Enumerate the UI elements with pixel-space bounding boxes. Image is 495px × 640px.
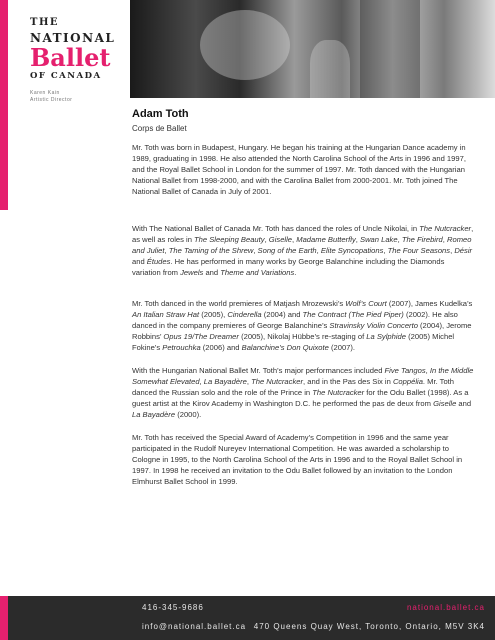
work-title: Five Tangos (384, 366, 426, 375)
work-title: La Sylphide (366, 332, 406, 341)
director-title: Artistic Director (30, 97, 73, 103)
work-title: Giselle (268, 235, 293, 244)
work-title: Stravinsky Violin Concerto (329, 321, 418, 330)
logo-line-the: THE (30, 17, 60, 28)
footer-address: 470 Queens Quay West, Toronto, Ontario, M5V 3K4 (253, 622, 485, 631)
work-title: The Nutcracker (251, 377, 304, 386)
logo-line-of-canada: OF CANADA (30, 71, 102, 82)
work-title: Études (146, 257, 171, 266)
work-title: Madame Butterfly (296, 235, 356, 244)
bio-paragraph: Mr. Toth has received the Special Award of Academy’s Competition in 1996 and the same year participated in the Rudolf Nureyev International Competition. He was awarded a scholarship to Cologne in 1995, to the North Carolina School of the Arts in 1996 and to the Royal Ballet School in 1997. In 1998 he received an invitation to the Odu Ballet followed by an invitation to the London Elmhurst Ballet School in 1999. (132, 433, 463, 486)
work-title: Jewels (180, 268, 204, 277)
logo-line-ballet: Ballet (30, 43, 111, 72)
work-title: The Nutcracker (312, 388, 365, 397)
work-title: Petrouchka (162, 343, 201, 352)
work-title: Song of the Earth (257, 246, 317, 255)
artistic-director-block (30, 90, 72, 104)
work-title: Balanchine’s Don Quixote (241, 343, 329, 352)
header-dance-photo (130, 0, 495, 98)
dancer-rank: Corps de Ballet (132, 124, 187, 133)
logo-line-national: NATIONAL (30, 31, 116, 45)
footer-accent (0, 596, 8, 640)
work-title: Swan Lake (360, 235, 398, 244)
work-title: The Nutcracker (419, 224, 472, 233)
work-title: La Bayadère (203, 377, 247, 386)
work-title: Giselle (433, 399, 457, 408)
work-title: The Sleeping Beauty (194, 235, 265, 244)
work-title: Wolf’s Court (345, 299, 387, 308)
work-title: Coppélia (392, 377, 423, 386)
photo-shadow (360, 0, 420, 98)
work-title: Elite Syncopations (320, 246, 384, 255)
work-title: Désir (454, 246, 473, 255)
work-title: The Contract (The Pied Piper) (302, 310, 404, 319)
bio-paragraph: Mr. Toth was born in Budapest, Hungary. He began his training at the Hungarian Dance academy in 1989, graduating in 1998. He also attended the North Carolina School of the Arts in 1996 and 1997, and the Royal Ballet School in London for the summer of 1997. Mr. Toth danced with the Hungarian National Ballet from 1998-2000, and with the Carolina Ballet from 2000-2001. Mr. Toth joined The National Ballet of Canada in July of 2001. (132, 143, 466, 196)
bio-paragraph: With the Hungarian National Ballet Mr. Toth’s major performances included Five Tangos, In the Middle Somewhat Elevated, La Bayadère, The Nutcracker, and in the Pas des Six in Coppélia. Mr. Toth danced the Russian solo and the role of the Prince in The Nutcracker for the Odu Ballet (1998). As a guest artist at the Kirov Academy in Washington D.C. he performed the pas de deux from Giselle and La Bayadère (2000). (132, 366, 474, 419)
work-title: La Bayadère (132, 410, 176, 419)
bio-paragraph: With The National Ballet of Canada Mr. Toth has danced the roles of Uncle Nikolai, in The Nutcracker, as well as roles in The Sleeping Beauty, Giselle, Madame Butterfly, Swan Lake, The Firebird, Romeo and Juliet, The Taming of the Shrew, Song of the Earth, Elite Syncopations, The Four Seasons, Désir and Études. He has performed in many works by George Balanchine including the Diamonds variation from Jewels and Theme and Variations. (132, 224, 474, 277)
work-title: Cinderella (227, 310, 262, 319)
dancer-name: Adam Toth (132, 108, 189, 120)
accent-bar (0, 0, 8, 210)
work-title: Theme and Variations (220, 268, 295, 277)
director-name: Karen Kain (30, 90, 60, 96)
footer-website[interactable]: national.ballet.ca (406, 603, 485, 612)
work-title: The Taming of the Shrew (168, 246, 254, 255)
work-title: In the Middle Somewhat Elevated (132, 366, 474, 386)
bio-paragraph: Mr. Toth danced in the world premieres of Matjash Mrozewski’s Wolf’s Court (2007), James Kudelka’s An Italian Straw Hat (2005), Cinderella (2004) and The Contract (The Pied Piper) (2002). He also danced in the company premieres of George Balanchine’s Stravinsky Violin Concerto (2004), Jerome Robbins’ Opus 19/The Dreamer (2005), Nikolaj Hübbe’s re-staging of La Sylphide (2005) Michel Fokine’s Petrouchka (2006) and Balanchine’s Don Quixote (2007). (132, 299, 473, 352)
work-title: Opus 19/The Dreamer (163, 332, 239, 341)
biography-content (132, 108, 475, 486)
work-title: The Firebird (401, 235, 443, 244)
footer-phone: 416-345-9686 (142, 603, 204, 612)
photo-figure (310, 40, 350, 98)
footer-email[interactable]: info@national.ballet.ca (142, 622, 247, 631)
national-ballet-logo (30, 18, 130, 81)
work-title: Romeo and Juliet (132, 235, 472, 255)
work-title: The Four Seasons (387, 246, 451, 255)
work-title: An Italian Straw Hat (132, 310, 200, 319)
photo-highlight (200, 10, 290, 80)
